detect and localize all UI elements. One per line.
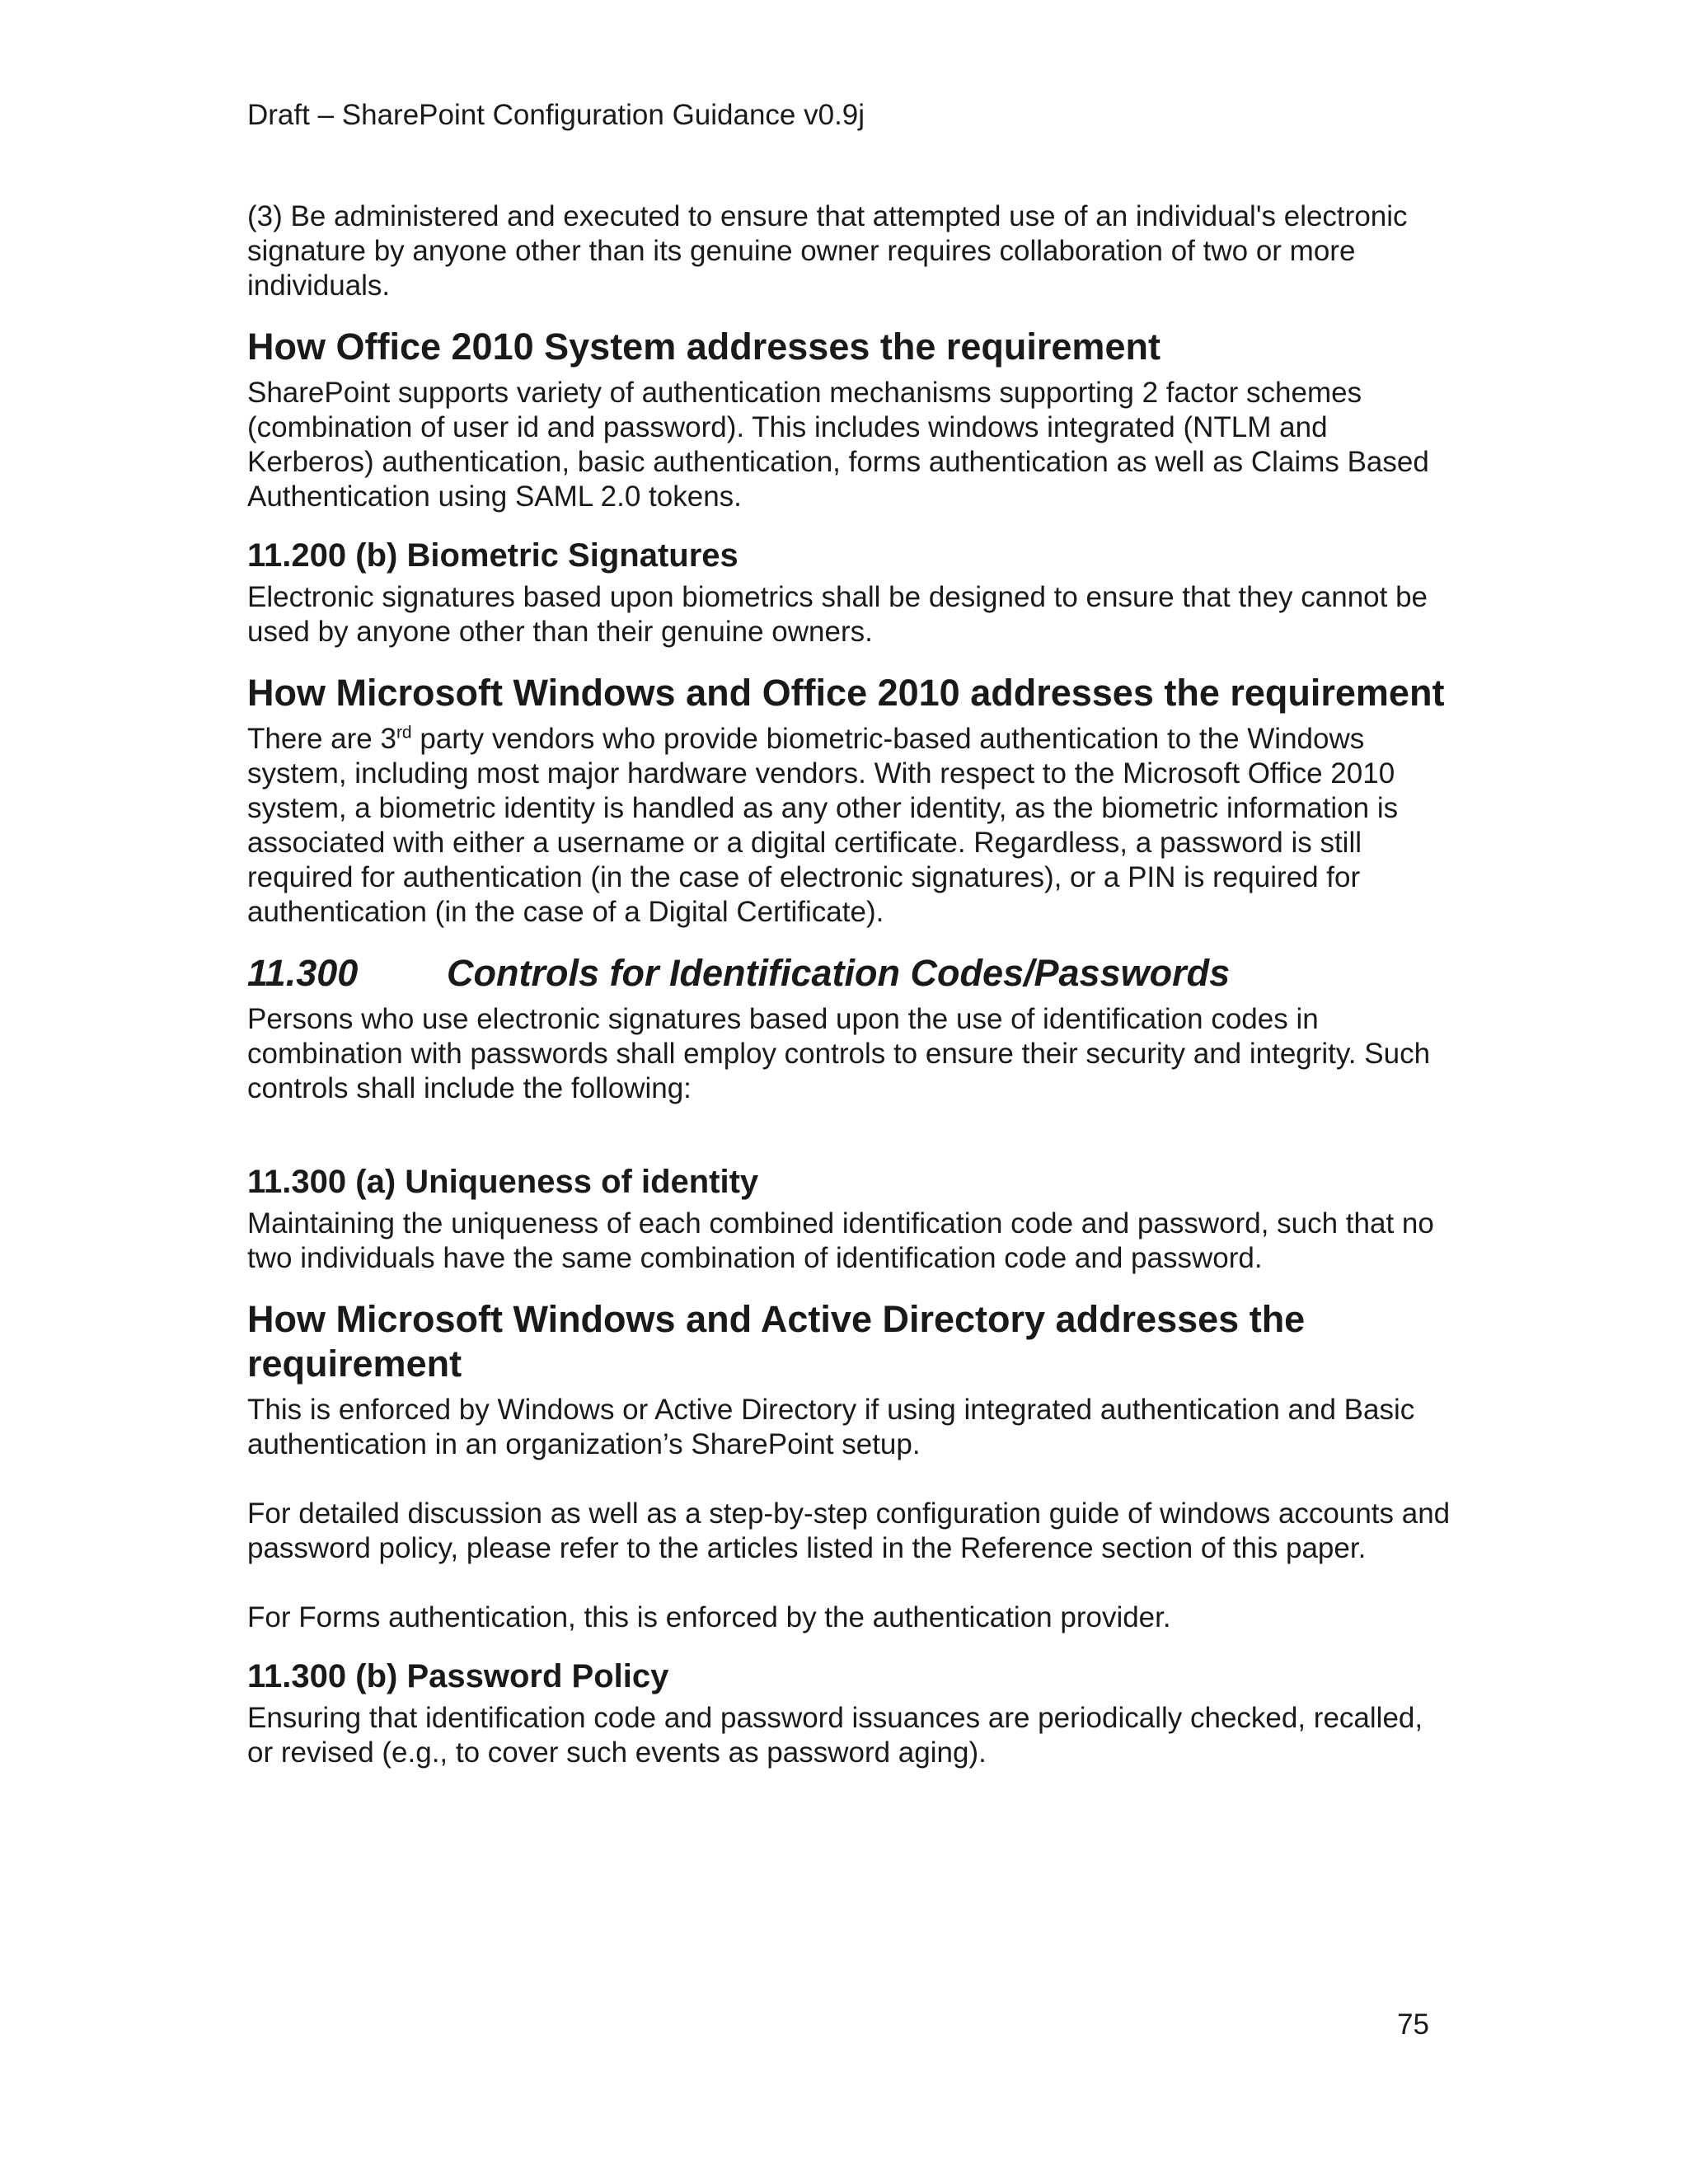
controls-heading xyxy=(247,951,1451,996)
windows-ad-paragraph-3: For Forms authentication, this is enforced by the authentication provider. xyxy=(247,1601,1171,1633)
controls-paragraph: Persons who use electronic signatures based upon the use of identification codes in combination with passwords shall employ controls to ensure their security and integrity. Such controls shall include the following: xyxy=(247,1003,1431,1104)
windows-ad-paragraph-1: This is enforced by Windows or Active Directory if using integrated authentication and Basic authentication in an organization’s SharePoint setup. xyxy=(247,1394,1415,1460)
windows-office-paragraph-rest: party vendors who provide biometric-based authentication to the Windows system, including most major hardware vendors. With respect to the Microsoft Office 2010 system, a biometric identity is handled as any other identity, as the biometric information is associated with either a username or a digital certificate. Regardless, a password is still required for authentication (in the case of electronic signatures), or a PIN is required for authentication (in the case of a Digital Certificate). xyxy=(247,723,1399,928)
windows-ad-paragraph-2: For detailed discussion as well as a step-by-step configuration guide of windows accounts and password policy, please refer to the articles listed in the Reference section of this paper. xyxy=(247,1497,1451,1564)
running-header: Draft – SharePoint Configuration Guidance v0.9j xyxy=(247,99,865,131)
ordinal-superscript: rd xyxy=(396,723,412,743)
windows-office-heading: How Microsoft Windows and Office 2010 addresses the requirement xyxy=(247,672,1445,714)
controls-heading-number: 11.300 xyxy=(247,952,359,994)
password-policy-paragraph: Ensuring that identification code and password issuances are periodically checked, recalled, or revised (e.g., to cover such events as password aging). xyxy=(247,1702,1423,1769)
office2010-heading: How Office 2010 System addresses the requirement xyxy=(247,326,1160,368)
biometric-paragraph: Electronic signatures based upon biometrics shall be designed to ensure that they cannot be used by anyone other than their genuine owners. xyxy=(247,581,1428,648)
biometric-heading: 11.200 (b) Biometric Signatures xyxy=(247,537,738,574)
uniqueness-paragraph: Maintaining the uniqueness of each combined identification code and password, such that no two individuals have the same combination of identification code and password. xyxy=(247,1207,1434,1274)
windows-office-paragraph xyxy=(247,722,1451,930)
document-page xyxy=(247,97,1451,1770)
uniqueness-heading: 11.300 (a) Uniqueness of identity xyxy=(247,1164,759,1200)
intro-paragraph: (3) Be administered and executed to ensure that attempted use of an individual's electronic signature by anyone other than its genuine owner requires collaboration of two or more individuals. xyxy=(247,200,1408,302)
office2010-paragraph: SharePoint supports variety of authentication mechanisms supporting 2 factor schemes (combination of user id and password). This includes windows integrated (NTLM and Kerberos) authentication, basic authentication, forms authentication as well as Claims Based Authentication using SAML 2.0 tokens. xyxy=(247,377,1429,513)
page-number: 75 xyxy=(1397,2008,1429,2041)
windows-ad-heading: How Microsoft Windows and Active Directory addresses the requirement xyxy=(247,1298,1306,1385)
password-policy-heading: 11.300 (b) Password Policy xyxy=(247,1658,669,1694)
windows-office-paragraph-start: There are 3 xyxy=(247,723,396,755)
controls-heading-text: Controls for Identification Codes/Passwords xyxy=(447,952,1231,994)
